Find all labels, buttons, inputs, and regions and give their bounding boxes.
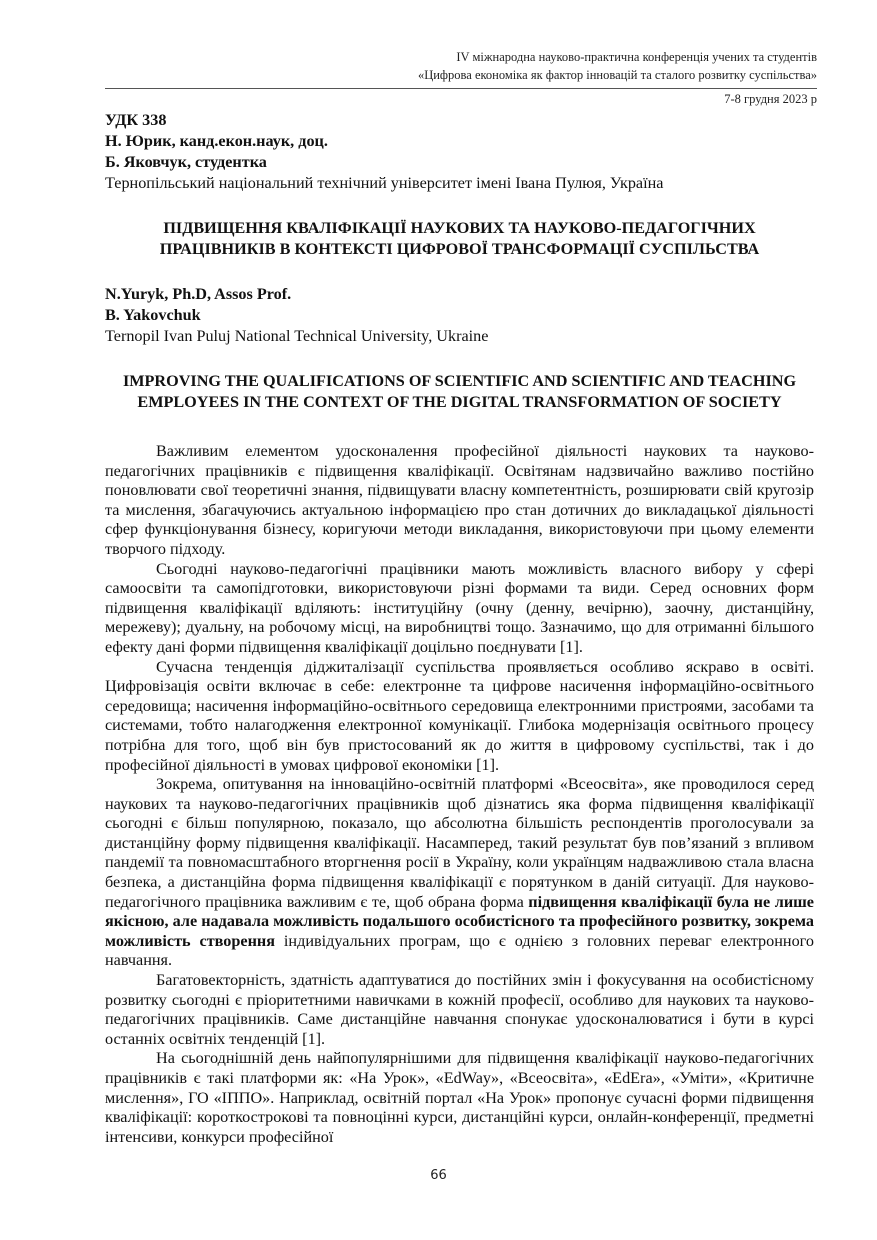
author-2-en: B. Yakovchuk <box>105 306 201 324</box>
udk-code: УДК 338 <box>105 111 167 129</box>
author-1-ua: Н. Юрик, канд.екон.наук, доц. <box>105 132 328 150</box>
conference-subtitle: «Цифрова економіка як фактор інновацій та сталого розвитку суспільства» <box>417 68 817 82</box>
affiliation-ua: Тернопільський національний технічний університет імені Івана Пулюя, Україна <box>105 174 664 192</box>
paragraph-6: На сьогоднішній день найпопулярнішими для підвищення кваліфікації науково-педагогічних працівників є такі платформи як: «На Урок», «EdWay», «Всеосвіта», «EdEra», «Уміти», «Критичне мислення», ГО «ІППО». Наприклад, освітній портал «На Урок» пропонує сучасні форми підвищення кваліфікації: короткострокові та повноцінні курси, дистанційні курси, онлайн-конференції, предметні інтенсиви, конкурси професійної <box>105 1049 814 1146</box>
title-ua: ПІДВИЩЕННЯ КВАЛІФІКАЦІЇ НАУКОВИХ ТА НАУКОВО-ПЕДАГОГІЧНИХ ПРАЦІВНИКІВ В КОНТЕКСТІ ЦИФРОВОЇ ТРАНСФОРМАЦІЇ СУСПІЛЬСТВА <box>159 219 760 258</box>
paragraph-4-emphasis: підвищення кваліфікації була не лише якісною, але надавала можливість подальшого особистісного та професійного розвитку, зокрема можливість створення <box>105 892 814 950</box>
paragraph-2: Сьогодні науково-педагогічні працівники мають можливість власного вибору у сфері самоосвіти та самопідготовки, використовуючи різні формами та види. Серед основних форм підвищення кваліфікації вділяють: інституційну (очну (денну, вечірню), заочну, дистанційну, мережеву); дуальну, на робочому місці, на виробництві тощо. Зазначимо, що для отриманні більшого ефекту дані форми підвищення кваліфікації доцільно поєднувати [1]. <box>105 559 814 656</box>
header-divider <box>105 88 817 89</box>
conference-date: 7-8 грудня 2023 р <box>724 92 817 106</box>
paragraph-4-start: Зокрема, опитування на інноваційно-освітній платформі «Всеосвіта», яке проводилося серед наукових та науково-педагогічних працівників щоб дізнатись яка форма підвищення кваліфікації сьогодні є більш популярною, показало, що абсолютна більшість респондентів проголосували за дистанційну форму підвищення кваліфікації. Насамперед, такий результат був пов’язаний з впливом пандемії та повномасштабного вторгнення росії в Україну, коли українцям надважливою стала власна безпека, а дистанційна форма підвищення кваліфікації є порятунком в даній ситуації. Для науково-педагогічного працівника важливим є те, щоб обрана форма <box>105 775 814 911</box>
paragraph-1: Важливим елементом удосконалення професійної діяльності наукових та науково-педагогічних працівників є підвищення кваліфікації. Освітянам надзвичайно важливо постійно поновлювати свої теоретичні знання, підвищувати власну компетентність, розширювати свій кругозір та мислення, збагачуючись актуальною інформацією про стан дотичних до викладацької діяльності сфер функціонування бізнесу, коригуючи методи викладання, використовуючи при цьому елементи творчого підходу. <box>105 442 814 558</box>
page-number: 66 <box>430 1168 447 1183</box>
conference-title: IV міжнародна науково-практична конференція учених та студентів <box>456 50 817 64</box>
title-en: IMPROVING THE QUALIFICATIONS OF SCIENTIFIC AND SCIENTIFIC AND TEACHING EMPLOYEES IN THE CONTEXT OF THE DIGITAL TRANSFORMATION OF SOCIETY <box>122 372 797 411</box>
running-header <box>105 48 817 84</box>
affiliation-en: Ternopil Ivan Puluj National Technical University, Ukraine <box>105 327 489 345</box>
paragraph-4 <box>105 775 814 971</box>
paragraph-3: Сучасна тенденція діджиталізації суспільства проявляється особливо яскраво в освіті. Цифровізація освіти включає в себе: електронне та цифрове насичення інформаційно-освітнього середовища; насичення інформаційно-освітнього середовища електронними пристроями, засобами та системами, тобто налагодження електронної комунікації. Глибока модернізація освітнього процесу потрібна для того, щоб він був пристосований як до життя в цифровому суспільстві, так і до професійної діяльності в умовах цифрової економіки [1]. <box>105 657 814 774</box>
meta-en <box>105 284 814 347</box>
author-1-en: N.Yuryk, Ph.D, Assos Prof. <box>105 285 292 303</box>
article <box>105 110 814 1147</box>
meta-ua <box>105 110 814 194</box>
paragraph-5: Багатовекторність, здатність адаптуватися до постійних змін і фокусування на особистісному розвитку сьогодні є пріоритетними навичками в кожній професії, особливо для наукових та науково-педагогічних працівників. Саме дистанційне навчання спонукає удосконалюватися і бути в курсі останніх освітніх тенденцій [1]. <box>105 971 814 1048</box>
paragraph-4-end: індивідуальних програм, що є однією з головних переваг електронного навчання. <box>105 931 814 970</box>
article-body <box>105 442 814 1147</box>
author-2-ua: Б. Яковчук, студентка <box>105 153 267 171</box>
